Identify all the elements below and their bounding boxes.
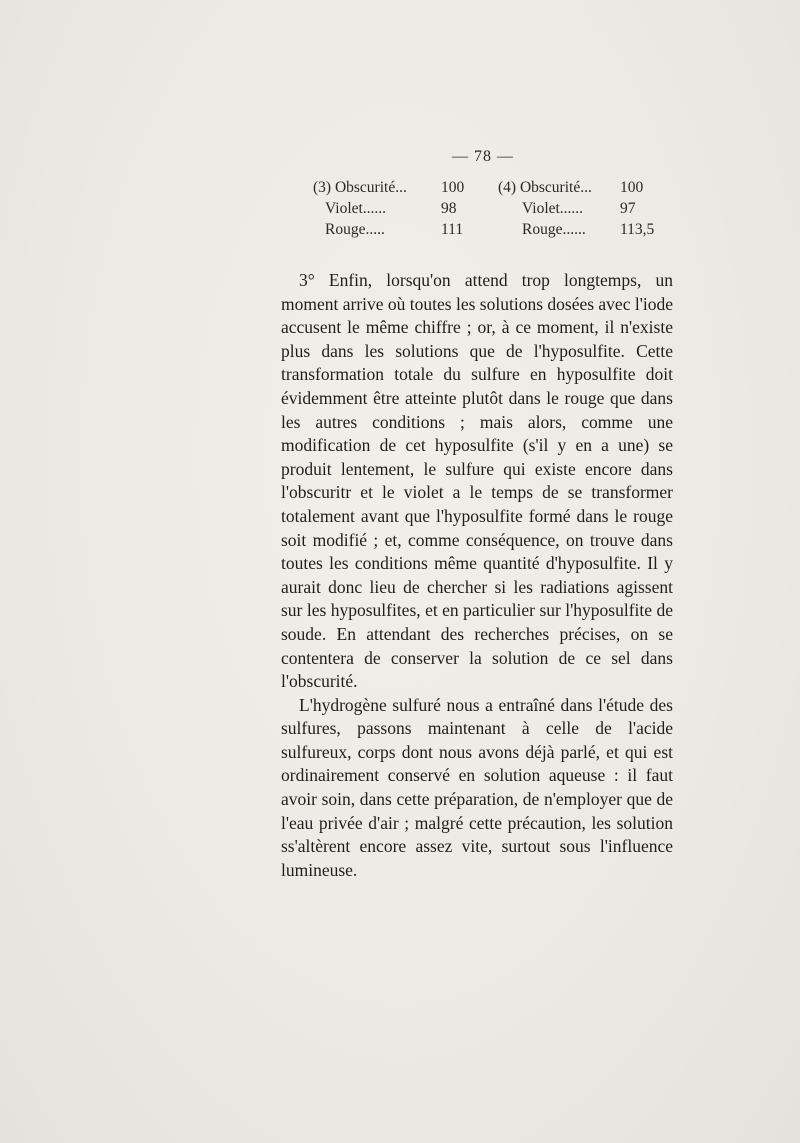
- table-row: [498, 177, 668, 198]
- paragraph: L'hydrogène sulfuré nous a entraîné dans l'étude des sulfures, passons maintenant à celle de l'acide sulfureux, corps dont nous avons déjà parlé, et qui est ordinairement conservé en solution aqueuse : il faut avoir soin, dans cette préparation, de n'employer que de l'eau privée d'air ; malgré cette précaution, les solution ss'altèrent encore assez vite, surtout sous l'influence lumineuse.: [281, 694, 673, 880]
- measurement-table-4: [498, 177, 668, 243]
- row-value: 100: [620, 179, 644, 196]
- table-row: [313, 219, 493, 240]
- page-number: — 78 —: [452, 148, 514, 165]
- row-value: 97: [620, 200, 636, 217]
- row-label: Rouge......: [522, 221, 586, 238]
- row-value: 113,5: [620, 221, 655, 238]
- paragraph: 3° Enfin, lorsqu'on attend trop longtemps, un moment arrive où toutes les solutions dosées avec l'iode accusent le même chiffre ; or, à ce moment, il n'existe plus dans les solutions que de l'hyposulfite. Cette transformation totale du sulfure en hyposulfite doit évidemment être atteinte plutôt dans le rouge que dans les autres conditions ; mais alors, comme une modification de cet hyposulfite (s'il y en a une) se produit lentement, le sulfure qui existe encore dans l'obscuritr et le violet a le temps de se transformer totalement avant que l'hyposulfite formé dans le rouge soit modifié ; et, comme conséquence, on trouve dans toutes les conditions même quantité d'hyposulfite. Il y aurait donc lieu de chercher si les radiations agissent sur les hyposulfites, et en particulier sur l'hyposulfite de soude. En attendant des recherches précises, on se contentera de conserver la solution de ce sel dans l'obscurité.: [281, 270, 673, 692]
- row-label: Rouge.....: [325, 221, 385, 238]
- table-row: [498, 198, 668, 219]
- row-label: Violet......: [325, 200, 387, 217]
- row-label: (3) Obscurité...: [313, 179, 407, 196]
- row-value: 100: [441, 179, 465, 196]
- row-label: (4) Obscurité...: [498, 179, 592, 196]
- row-value: 111: [441, 221, 464, 238]
- table-row: [313, 177, 493, 198]
- row-label: Violet......: [522, 200, 584, 217]
- measurement-table-3: [313, 177, 493, 243]
- table-row: [498, 219, 668, 240]
- table-row: [313, 198, 493, 219]
- body-text: [281, 269, 673, 882]
- row-value: 98: [441, 200, 457, 217]
